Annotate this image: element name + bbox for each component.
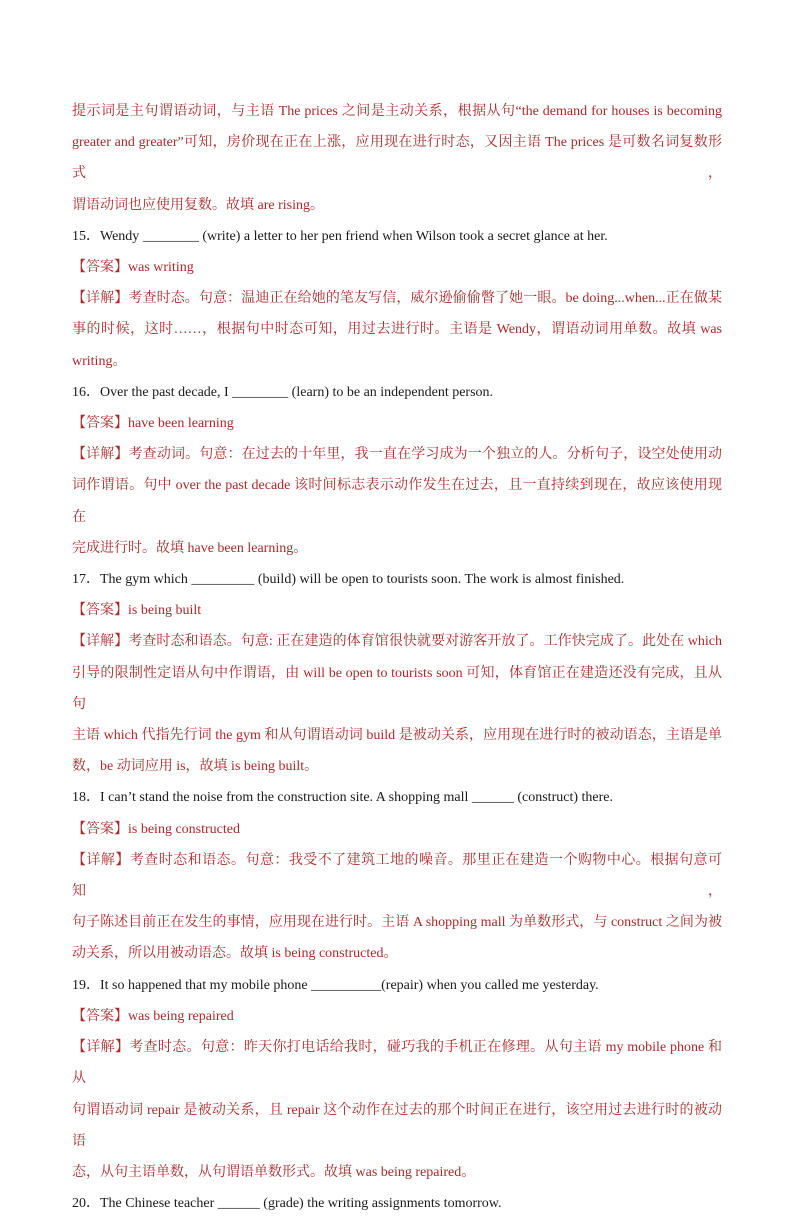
detail-17-line-2: 引导的限制性定语从句中作谓语，由 will be open to tourists soon 可知，体育馆正在建造还没有完成，且从句 xyxy=(72,665,722,712)
detail-text: 考查时态。句意：温迪正在给她的笔友写信，威尔逊偷偷瞥了她一眼。be doing...when...正在做某 xyxy=(128,291,722,307)
question-text-after: (repair) when you called me yesterday. xyxy=(381,977,599,993)
detail-18-line-3: 动关系，所以用被动语态。故填 is being constructed。 xyxy=(72,946,398,962)
question-number: 19． xyxy=(72,977,100,993)
question-20 xyxy=(72,1188,722,1219)
detail-15-line-1 xyxy=(72,283,722,314)
answer-text: was writing xyxy=(128,260,194,276)
answer-blank: ________ xyxy=(142,228,199,244)
detail-label: 【详解】 xyxy=(72,1040,130,1056)
question-text-after: (write) a letter to her pen friend when Wilson took a secret glance at her. xyxy=(198,228,608,244)
answer-text: have been learning xyxy=(128,416,234,432)
answer-17 xyxy=(72,595,722,626)
question-text-after: (grade) the writing assignments tomorrow. xyxy=(259,1196,502,1212)
question-text-before: I can’t stand the noise from the construction site. A shopping mall xyxy=(100,790,472,806)
answer-19 xyxy=(72,1001,722,1032)
detail-label: 【详解】 xyxy=(72,634,129,650)
answer-blank: ______ xyxy=(217,1196,260,1212)
detail-15-line-3: writing。 xyxy=(72,353,127,369)
detail-19-line-1 xyxy=(72,1032,722,1094)
answer-15 xyxy=(72,252,722,283)
answer-label: 【答案】 xyxy=(72,821,128,837)
intro-line-2: greater and greater”可知，房价现在正在上涨，应用现在进行时态，又因主语 The prices 是可数名词复数形式， xyxy=(72,135,722,182)
answer-text: is being constructed xyxy=(128,821,240,837)
answer-label: 【答案】 xyxy=(72,260,128,276)
question-19 xyxy=(72,970,722,1001)
answer-text: was being repaired xyxy=(128,1008,234,1024)
document-page xyxy=(72,96,722,1219)
detail-18-line-1 xyxy=(72,845,722,907)
detail-16-line-1 xyxy=(72,439,722,470)
detail-text: 考查时态和语态。句意：我受不了建筑工地的噪音。那里正在建造一个购物中心。根据句意可知， xyxy=(72,852,723,900)
detail-17-line-3: 主语 which 代指先行词 the gym 和从句谓语动词 build 是被动关系，应用现在进行时的被动语态，主语是单 xyxy=(72,728,722,744)
intro-line-3: 谓语动词也应使用复数。故填 are rising。 xyxy=(72,197,324,213)
question-number: 16． xyxy=(72,384,100,400)
answer-text: is being built xyxy=(128,603,202,619)
question-text-after: (construct) there. xyxy=(513,790,613,806)
detail-text: 考查动词。句意：在过去的十年里，我一直在学习成为一个独立的人。分析句子，设空处使用动 xyxy=(128,447,723,463)
intro-line-1: 提示词是主句谓语动词，与主语 The prices 之间是主动关系，根据从句“the demand for houses is becoming xyxy=(72,104,722,119)
answer-blank: ________ xyxy=(232,384,289,400)
detail-17-line-4: 数，be 动词应用 is，故填 is being built。 xyxy=(72,759,319,775)
question-17 xyxy=(72,564,722,595)
question-text-before: The Chinese teacher xyxy=(100,1196,218,1212)
question-text-before: It so happened that my mobile phone xyxy=(100,977,312,993)
detail-label: 【详解】 xyxy=(72,447,129,463)
detail-text: 考查时态和语态。句意: 正在建造的体育馆很快就要对游客开放了。工作快完成了。此处在 which xyxy=(128,634,723,650)
answer-label: 【答案】 xyxy=(72,416,128,432)
question-18 xyxy=(72,782,722,813)
question-number: 17． xyxy=(72,572,100,588)
answer-16 xyxy=(72,408,722,439)
detail-label: 【详解】 xyxy=(72,852,130,868)
question-text-before: Wendy xyxy=(100,228,143,244)
question-number: 18． xyxy=(72,790,100,806)
answer-18 xyxy=(72,814,722,845)
detail-19-line-3: 态，从句主语单数，从句谓语单数形式。故填 was being repaired。 xyxy=(72,1164,476,1180)
detail-label: 【详解】 xyxy=(72,291,129,307)
question-text-after: (build) will be open to tourists soon. The work is almost finished. xyxy=(254,572,625,588)
answer-label: 【答案】 xyxy=(72,1008,128,1024)
question-15 xyxy=(72,221,722,252)
answer-label: 【答案】 xyxy=(72,603,128,619)
detail-18-line-2: 句子陈述目前正在发生的事情，应用现在进行时。主语 A shopping mall 为单数形式，与 construct 之间为被 xyxy=(72,915,722,931)
question-number: 20． xyxy=(72,1196,100,1212)
question-text-after: (learn) to be an independent person. xyxy=(288,384,494,400)
question-16 xyxy=(72,377,722,408)
answer-blank: ______ xyxy=(471,790,514,806)
detail-19-line-2: 句谓语动词 repair 是被动关系，且 repair 这个动作在过去的那个时间正在进行，该空用过去进行时的被动语 xyxy=(72,1102,722,1149)
detail-15-line-2: 事的时候，这时……，根据句中时态可知，用过去进行时。主语是 Wendy，谓语动词用单数。故填 was xyxy=(72,322,722,338)
detail-16-line-2: 词作谓语。句中 over the past decade 该时间标志表示动作发生在过去，且一直持续到现在，故应该使用现在 xyxy=(72,478,722,525)
answer-blank: __________ xyxy=(311,977,382,993)
question-number: 15． xyxy=(72,228,100,244)
detail-text: 考查时态。句意：昨天你打电话给我时，碰巧我的手机正在修理。从句主语 my mobile phone 和从 xyxy=(72,1040,723,1087)
question-text-before: Over the past decade, I xyxy=(100,384,233,400)
question-text-before: The gym which xyxy=(100,572,192,588)
detail-17-line-1 xyxy=(72,626,722,657)
answer-blank: _________ xyxy=(191,572,255,588)
detail-16-line-3: 完成进行时。故填 have been learning。 xyxy=(72,540,308,556)
